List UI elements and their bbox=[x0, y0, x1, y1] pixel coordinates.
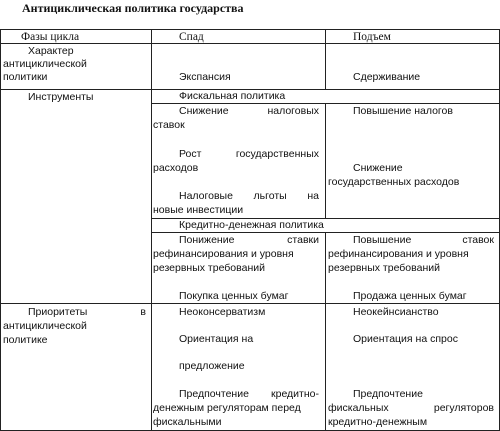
priorities-label-line2: антициклической bbox=[3, 320, 87, 332]
priorities-recession-item3-line1: Предпочтение кредитно- bbox=[179, 388, 319, 400]
priorities-recovery-item3-line1: Предпочтение bbox=[353, 388, 423, 400]
character-label-line3: политики bbox=[3, 71, 48, 83]
priorities-recovery-item2: Ориентация на спрос bbox=[353, 333, 458, 345]
character-label-line1: Характер bbox=[28, 45, 74, 57]
table-border-left bbox=[0, 29, 1, 431]
fiscal-recession-item3-line1: Налоговые льготы на bbox=[179, 190, 319, 202]
fiscal-recovery-item2-line1: Снижение bbox=[353, 162, 403, 174]
monetary-policy-title: Кредитно-денежная политика bbox=[179, 219, 324, 231]
character-label-line2: антициклической bbox=[3, 58, 87, 70]
priorities-recovery-item3-line2: фискальных регуляторов bbox=[328, 402, 494, 414]
header-phases: Фазы цикла bbox=[21, 31, 80, 43]
character-recession: Экспансия bbox=[179, 71, 231, 83]
priorities-recession-item2-line1: Ориентация на bbox=[179, 333, 254, 345]
priorities-recession-item3-line2: денежным регуляторам перед bbox=[153, 402, 301, 414]
priorities-recovery-item3-line3: кредитно-денежным bbox=[328, 416, 428, 428]
fiscal-recession-item1-line2: ставок bbox=[153, 119, 185, 131]
instruments-label: Инструменты bbox=[28, 91, 94, 103]
priorities-label-line3: политике bbox=[3, 334, 48, 346]
column-divider-2-header bbox=[325, 29, 326, 89]
priorities-recession-item1: Неоконсерватизм bbox=[179, 306, 266, 318]
row-divider-instruments bbox=[0, 303, 500, 304]
priorities-recession-item3-line3: фискальными bbox=[153, 416, 222, 428]
fiscal-recession-item2-line2: расходов bbox=[153, 162, 199, 174]
page-title: Антициклическая политика государства bbox=[22, 1, 244, 15]
fiscal-policy-title: Фискальная политика bbox=[179, 90, 286, 102]
monetary-recovery-item1-line3: резервных требований bbox=[328, 262, 440, 274]
fiscal-recession-item1-line1: Снижение налоговых bbox=[179, 105, 319, 117]
fiscal-recovery-item1: Повышение налогов bbox=[353, 105, 453, 117]
monetary-recovery-item1-line1: Повышение ставок bbox=[353, 234, 494, 246]
header-recovery: Подъем bbox=[353, 31, 391, 43]
priorities-label-line1: Приоритеты в bbox=[28, 306, 146, 318]
priorities-recession-item2-line2: предложение bbox=[179, 360, 245, 372]
character-recovery: Сдерживание bbox=[353, 71, 421, 83]
monetary-recovery-item1-line2: рефинансирования и уровня bbox=[328, 248, 469, 260]
fiscal-recession-item2-line1: Рост государственных bbox=[179, 148, 319, 160]
column-divider-2-fiscal bbox=[325, 103, 326, 218]
fiscal-recession-item3-line2: новые инвестиции bbox=[153, 204, 244, 216]
monetary-recovery-item2: Продажа ценных бумаг bbox=[353, 290, 467, 302]
header-recession: Спад bbox=[179, 31, 204, 43]
priorities-recovery-item1: Неокейнсианство bbox=[353, 306, 439, 318]
fiscal-recovery-item2-line2: государственных расходов bbox=[328, 176, 460, 188]
monetary-recession-item1-line3: резервных требований bbox=[153, 262, 265, 274]
monetary-recession-item1-line1: Понижение ставки bbox=[179, 234, 319, 246]
column-divider-1 bbox=[151, 29, 152, 431]
column-divider-2-monetary bbox=[325, 232, 326, 431]
monetary-recession-item2: Покупка ценных бумаг bbox=[179, 290, 289, 302]
monetary-recession-item1-line2: рефинансирования и уровня bbox=[153, 248, 294, 260]
